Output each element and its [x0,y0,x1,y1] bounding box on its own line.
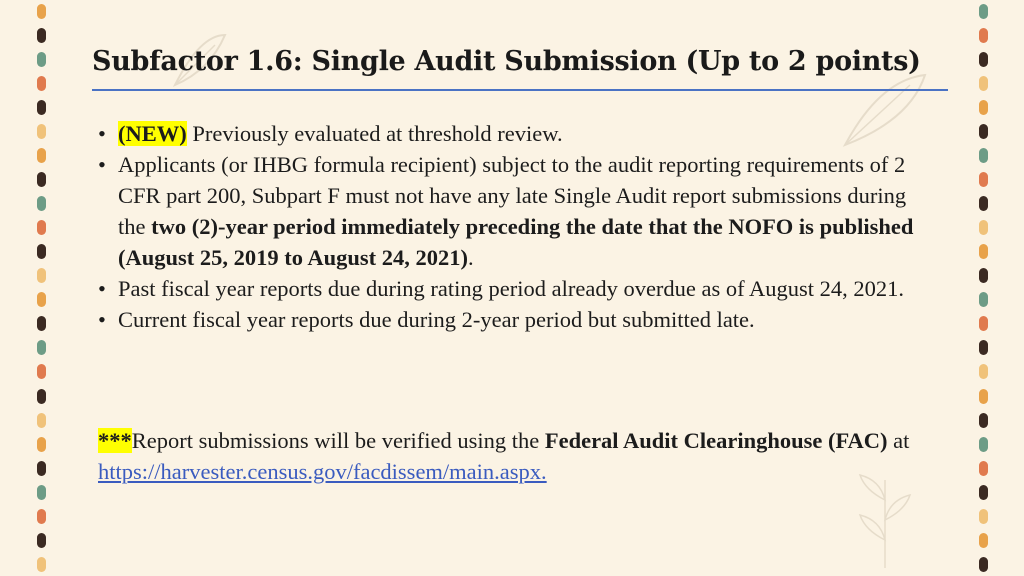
list-item [98,118,918,149]
border-dot [37,124,46,139]
bullet-text: Past fiscal year reports due during rating period already overdue as of August 24, 2021. [118,276,905,301]
border-dot [37,28,46,43]
list-item [98,304,918,335]
border-dot [37,172,46,187]
border-dot [979,124,988,139]
border-dot [979,220,988,235]
bullet-emphasis: two (2)-year period immediately preceding the date that the NOFO is published (August 25, 2019 to August 24, 2021) [118,214,914,270]
border-dot [979,292,988,307]
border-dot [979,196,988,211]
border-dot [979,52,988,67]
border-dot [979,364,988,379]
border-dot [37,461,46,476]
border-dot [37,244,46,259]
bullet-list [98,118,918,335]
border-dot [979,268,988,283]
border-dot [37,437,46,452]
border-dot [979,557,988,572]
border-dot [979,485,988,500]
bullet-text-end: . [468,245,474,270]
border-dot [979,533,988,548]
list-item [98,273,918,304]
border-dot [37,364,46,379]
border-dot [979,76,988,91]
border-dot [979,340,988,355]
border-dot [979,437,988,452]
border-dot [37,413,46,428]
note-text-mid: at [887,428,910,453]
border-dot [37,268,46,283]
note-text: Report submissions will be verified using the [131,428,545,453]
title-underline [92,89,948,91]
border-dot [37,100,46,115]
border-dot [37,52,46,67]
bullet-text: Current fiscal year reports due during 2-year period but submitted late. [118,307,755,332]
border-dot [979,509,988,524]
right-border-pattern [970,0,996,576]
verification-note [98,425,948,487]
border-dot [37,76,46,91]
border-dot [37,485,46,500]
bullet-text: Applicants (or IHBG formula recipient) subject to the audit reporting requirements of 2 CFR part 200, Subpart F must not have any late Single Audit report submissions during the [118,152,907,239]
fac-link[interactable]: https://harvester.census.gov/facdissem/main.aspx. [98,459,547,484]
border-dot [979,148,988,163]
border-dot [979,4,988,19]
new-tag: (NEW) [118,121,187,146]
slide-title: Subfactor 1.6: Single Audit Submission (Up to 2 points) [92,46,921,77]
border-dot [37,148,46,163]
border-dot [37,533,46,548]
border-dot [979,413,988,428]
border-dot [37,389,46,404]
border-dot [979,244,988,259]
border-dot [979,389,988,404]
bullet-text: Previously evaluated at threshold review. [186,121,563,146]
note-emphasis: Federal Audit Clearinghouse (FAC) [544,428,888,453]
border-dot [979,100,988,115]
border-dot [37,509,46,524]
border-dot [979,461,988,476]
border-dot [37,220,46,235]
border-dot [37,4,46,19]
left-border-pattern [28,0,54,576]
list-item [98,149,918,273]
border-dot [979,316,988,331]
border-dot [979,28,988,43]
border-dot [37,340,46,355]
note-stars: *** [98,428,132,453]
border-dot [37,292,46,307]
border-dot [37,557,46,572]
border-dot [37,196,46,211]
border-dot [37,316,46,331]
border-dot [979,172,988,187]
